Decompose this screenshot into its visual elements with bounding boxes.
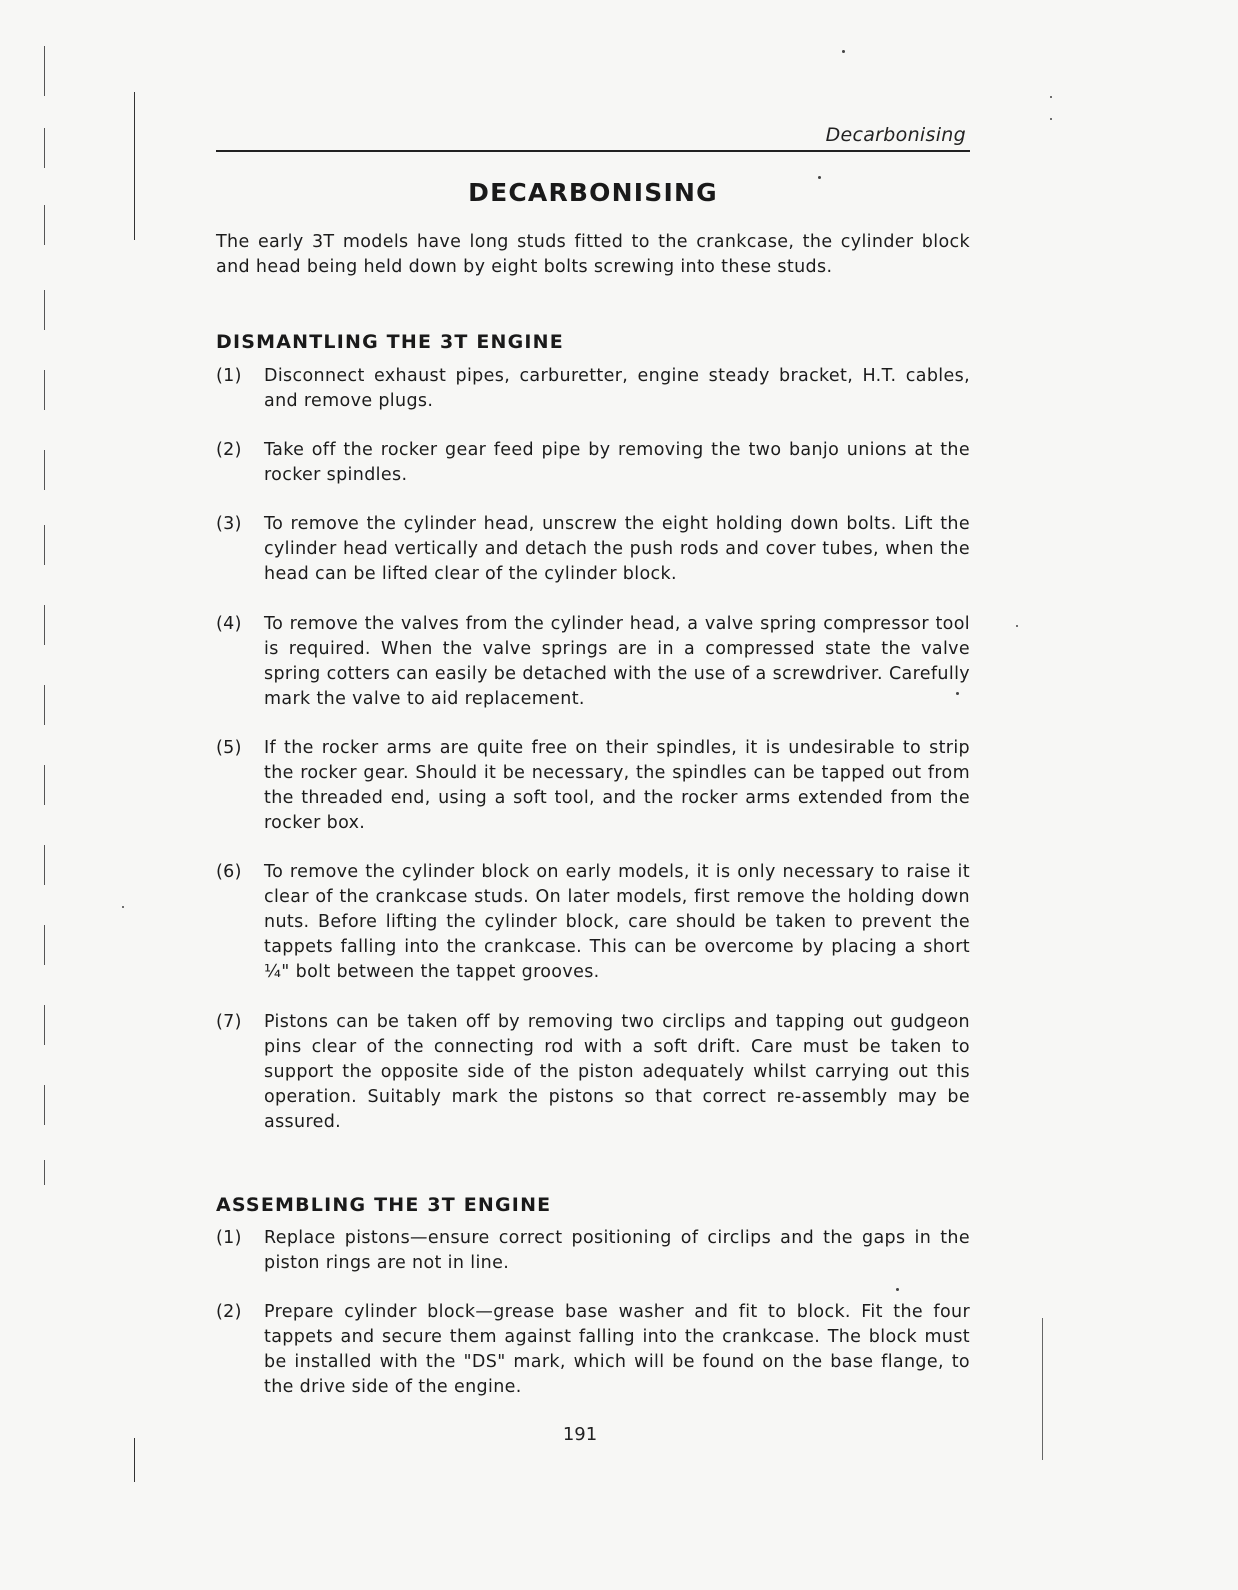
page-number: 191 <box>562 1424 598 1445</box>
assembling-step <box>216 1300 970 1400</box>
dismantling-step <box>216 860 970 985</box>
page-title: DECARBONISING <box>468 178 718 207</box>
assembling-heading: ASSEMBLING THE 3T ENGINE <box>216 1194 552 1216</box>
binding-mark <box>44 370 45 410</box>
step-text: To remove the cylinder block on early models, it is only necessary to raise it clear of the crankcase studs. On later models, first remove the holding down nuts. Before lifting the cylinder block, care should be taken to prevent the tappets falling into the crankcase. This can be overcome by placing a short ¼" bolt between the tappet grooves. <box>264 862 970 982</box>
step-text: Replace pistons—ensure correct positioning of circlips and the gaps in the piston rings are not in line. <box>264 1228 970 1273</box>
intro-paragraph: The early 3T models have long studs fitted to the crankcase, the cylinder block and head being held down by eight bolts screwing into these studs. <box>216 232 970 277</box>
binding-mark <box>44 765 45 805</box>
step-text: Prepare cylinder block—grease base washer and fit to block. Fit the four tappets and secure them against falling into the crankcase. The block must be installed with the "DS" mark, which will be found on the base flange, to the drive side of the engine. <box>264 1302 970 1397</box>
scan-speck <box>1050 96 1052 98</box>
scan-speck <box>896 1288 899 1291</box>
binding-mark <box>44 525 45 565</box>
step-number: (3) <box>216 514 242 534</box>
assembling-step <box>216 1226 970 1276</box>
step-text: To remove the valves from the cylinder head, a valve spring compressor tool is required. When the valve springs are in a compressed state the valve spring cotters can easily be detached with the use of a screwdriver. Carefully mark the valve to aid replacement. <box>264 614 970 709</box>
step-number: (2) <box>216 1302 242 1322</box>
step-number: (5) <box>216 738 242 758</box>
dismantling-step <box>216 438 970 488</box>
scan-speck <box>122 906 124 908</box>
scan-speck <box>1016 625 1018 627</box>
step-text: Take off the rocker gear feed pipe by removing the two banjo unions at the rocker spindles. <box>264 440 970 485</box>
dismantling-heading: DISMANTLING THE 3T ENGINE <box>216 331 564 353</box>
binding-mark <box>44 450 45 490</box>
binding-mark <box>134 1438 135 1482</box>
binding-mark <box>134 92 135 240</box>
dismantling-step <box>216 512 970 587</box>
binding-mark <box>44 205 45 245</box>
step-number: (4) <box>216 614 242 634</box>
binding-mark <box>44 1085 45 1125</box>
scan-speck <box>842 50 845 53</box>
step-number: (6) <box>216 862 242 882</box>
binding-mark <box>44 845 45 885</box>
binding-mark <box>44 1005 45 1045</box>
binding-mark <box>44 290 45 330</box>
header-rule <box>216 150 970 152</box>
step-text: Disconnect exhaust pipes, carburetter, engine steady bracket, H.T. cables, and remove plugs. <box>264 366 970 411</box>
binding-mark <box>44 128 45 168</box>
binding-mark <box>44 46 45 96</box>
step-text: To remove the cylinder head, unscrew the eight holding down bolts. Lift the cylinder head vertically and detach the push rods and cover tubes, when the head can be lifted clear of the cylinder block. <box>264 514 970 584</box>
scan-speck <box>1050 118 1052 120</box>
dismantling-step <box>216 364 970 414</box>
step-number: (1) <box>216 1228 242 1248</box>
dismantling-step <box>216 736 970 836</box>
dismantling-step <box>216 1010 970 1135</box>
step-number: (1) <box>216 366 242 386</box>
binding-mark <box>44 685 45 725</box>
step-number: (7) <box>216 1012 242 1032</box>
binding-mark <box>44 605 45 645</box>
step-number: (2) <box>216 440 242 460</box>
step-text: If the rocker arms are quite free on their spindles, it is undesirable to strip the rocker gear. Should it be necessary, the spindles can be tapped out from the threaded end, using a soft tool, and the rocker arms extended from the rocker box. <box>264 738 970 833</box>
binding-mark <box>44 1160 45 1185</box>
binding-mark <box>44 925 45 965</box>
dismantling-step <box>216 612 970 712</box>
running-header: Decarbonising <box>825 124 966 146</box>
step-text: Pistons can be taken off by removing two circlips and tapping out gudgeon pins clear of the connecting rod with a soft drift. Care must be taken to support the opposite side of the piston adequately whilst carrying out this operation. Suitably mark the pistons so that correct re-assembly may be assured. <box>264 1012 970 1132</box>
scan-mark <box>1042 1318 1043 1460</box>
